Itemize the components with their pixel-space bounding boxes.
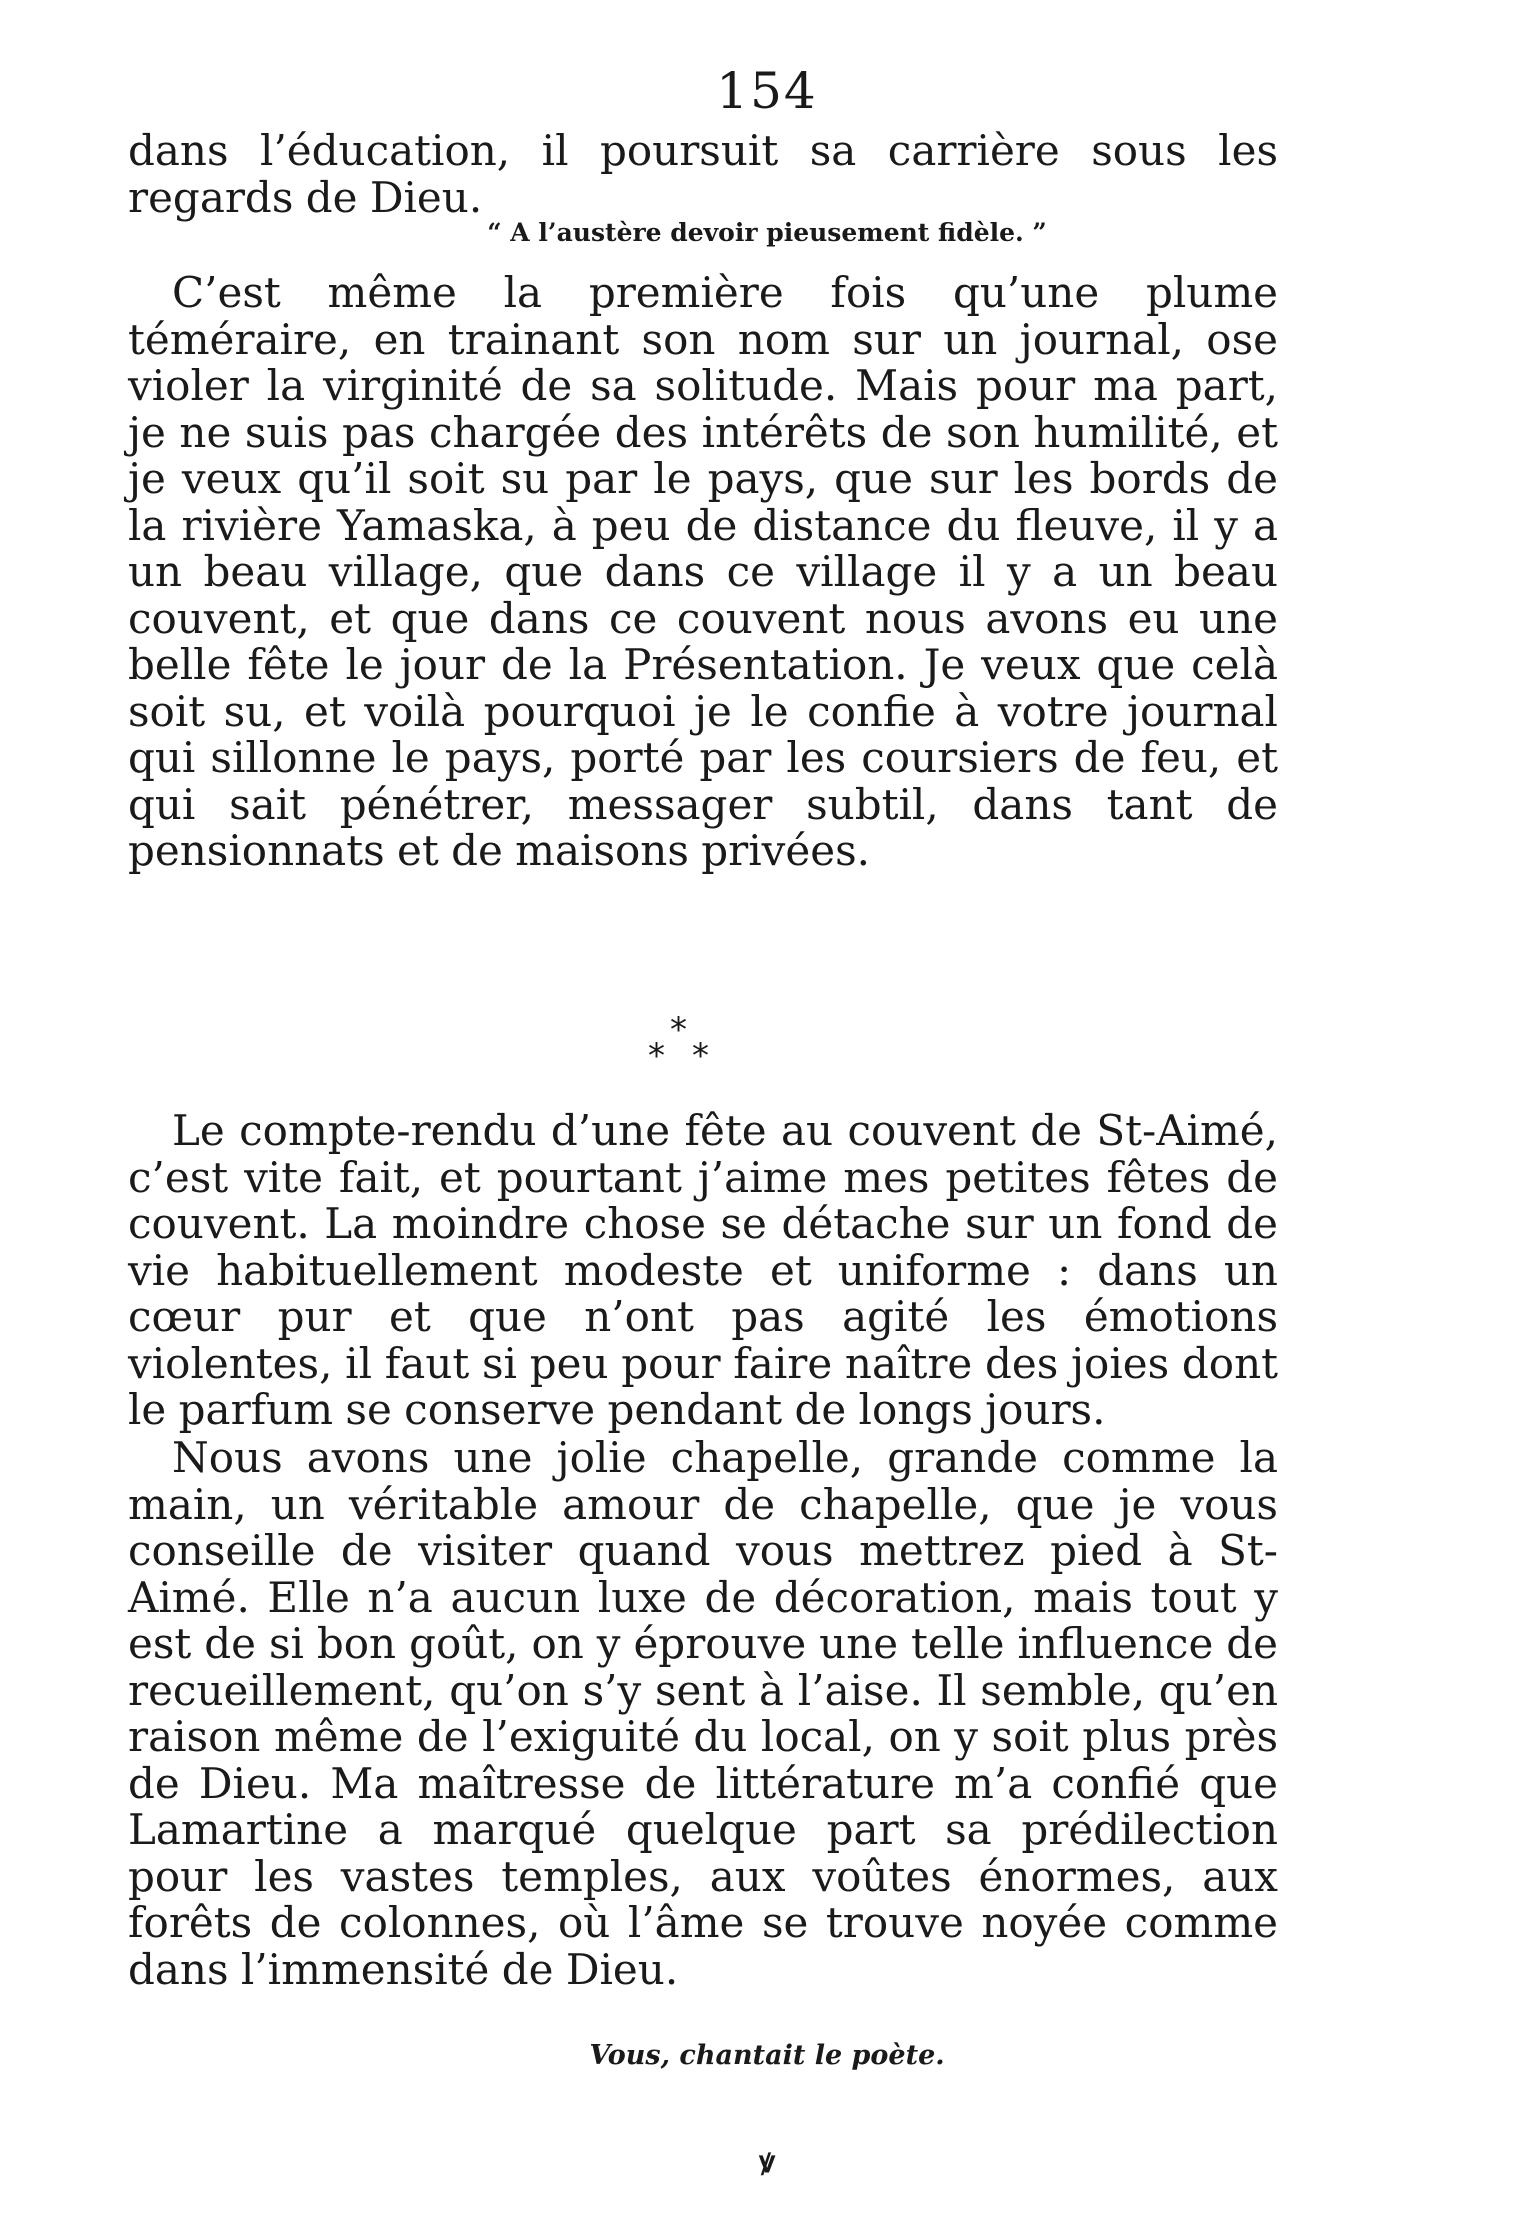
asterism-star: *	[670, 1010, 687, 1050]
paragraph-3	[128, 1108, 1278, 1434]
printer-mark: ꝟ	[759, 2145, 775, 2180]
paragraph-text: Nous avons une jolie chapelle, grande comme la main, un véritable amour de chapelle, que je vous conseille de visiter quand vous mettrez pied à St-Aimé. Elle n’a aucun luxe de décoration, mais tout y est de si bon goût, on y éprouve une telle influence de recueillement, qu’on s’y sent à l’aise. Il semble, qu’en raison même de l’exiguité du local, on y soit plus près de Dieu. Ma maîtresse de littérature m’a confié que Lamartine a marqué quelque part sa prédilection pour les vastes temples, aux voûtes énormes, aux forêts de colonnes, où l’âme se trouve noyée comme dans l’immensité de Dieu.	[128, 1433, 1278, 1994]
paragraph-text: Le compte-rendu d’une fête au couvent de St-Aimé, c’est vite fait, et pourtant j’aime mes petites fêtes de couvent. La moindre chose se détache sur un fond de vie habituellement modeste et uniforme : dans un cœur pur et que n’ont pas agité les émotions violentes, il faut si peu pour faire naître des joies dont le parfum se conserve pendant de longs jours.	[128, 1106, 1278, 1434]
paragraph-text: C’est même la première fois qu’une plume téméraire, en trainant son nom sur un journal, ose violer la virginité de sa solitude. Mais pour ma part, je ne suis pas chargée des intérêts de son humilité, et je veux qu’il soit su par le pays, que sur les bords de la rivière Yamaska, à peu de distance du fleuve, il y a un beau village, que dans ce village il y a un beau couvent, et que dans ce couvent nous avons eu une belle fête le jour de la Présentation. Je veux que celà soit su, et voilà pourquoi je le confie à votre journal qui sillonne le pays, porté par les coursiers de feu, et qui sait pénétrer, messager subtil, dans tant de pensionnats et de maisons privées.	[128, 268, 1278, 875]
asterism-separator	[640, 1010, 740, 1090]
paragraph-continuation	[128, 128, 1278, 221]
verse-quote: “ A l’austère devoir pieusement fidèle. ”	[487, 218, 1047, 247]
page-number: 154	[716, 62, 818, 120]
paragraph-2	[128, 270, 1278, 875]
verse-quote-poet: Vous, chantait le poète.	[589, 2040, 945, 2071]
paragraph-text: dans l’éducation, il poursuit sa carrière sous les regards de Dieu.	[128, 126, 1278, 222]
asterism-star: *	[692, 1036, 709, 1076]
paragraph-4	[128, 1435, 1278, 1993]
asterism-star: *	[648, 1036, 665, 1076]
